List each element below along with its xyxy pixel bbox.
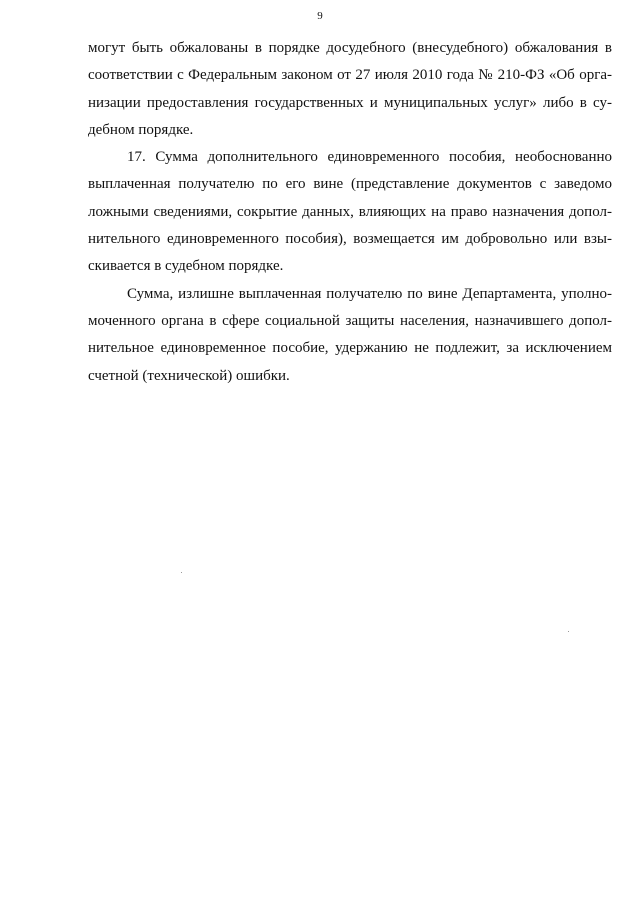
text-line: дебном порядке.: [88, 121, 194, 138]
text-line: выплаченная получателю по его вине (представление документов с заведомо: [88, 176, 612, 193]
paragraph-appeal: [88, 35, 612, 144]
text-line: нительное единовременное пособие, удержанию не подлежит, за исключением: [88, 340, 612, 357]
document-body: [88, 35, 612, 390]
scan-speck: [568, 631, 569, 632]
text-line: могут быть обжалованы в порядке досудебного (внесудебного) обжалования в: [88, 40, 612, 56]
text-line: счетной (технической) ошибки.: [88, 367, 290, 384]
scan-speck: [181, 572, 182, 573]
text-line: 17. Сумма дополнительного единовременного пособия, необоснованно: [127, 149, 612, 166]
paragraph-17: [88, 144, 612, 280]
text-line: низации предоставления государственных и муниципальных услуг» либо в су-: [88, 94, 612, 111]
text-line: нительного единовременного пособия), возмещается им добровольно или взы-: [88, 231, 612, 248]
text-line: соответствии с Федеральным законом от 27 июля 2010 года № 210-ФЗ «Об орга-: [88, 67, 612, 84]
page-number: 9: [317, 10, 323, 22]
text-line: моченного органа в сфере социальной защиты населения, назначившего допол-: [88, 312, 612, 329]
text-line: ложными сведениями, сокрытие данных, влияющих на право назначения допол-: [88, 203, 612, 220]
text-line: Сумма, излишне выплаченная получателю по вине Департамента, уполно-: [127, 285, 612, 302]
text-line: скивается в судебном порядке.: [88, 258, 284, 275]
paragraph-overpayment: [88, 281, 612, 390]
